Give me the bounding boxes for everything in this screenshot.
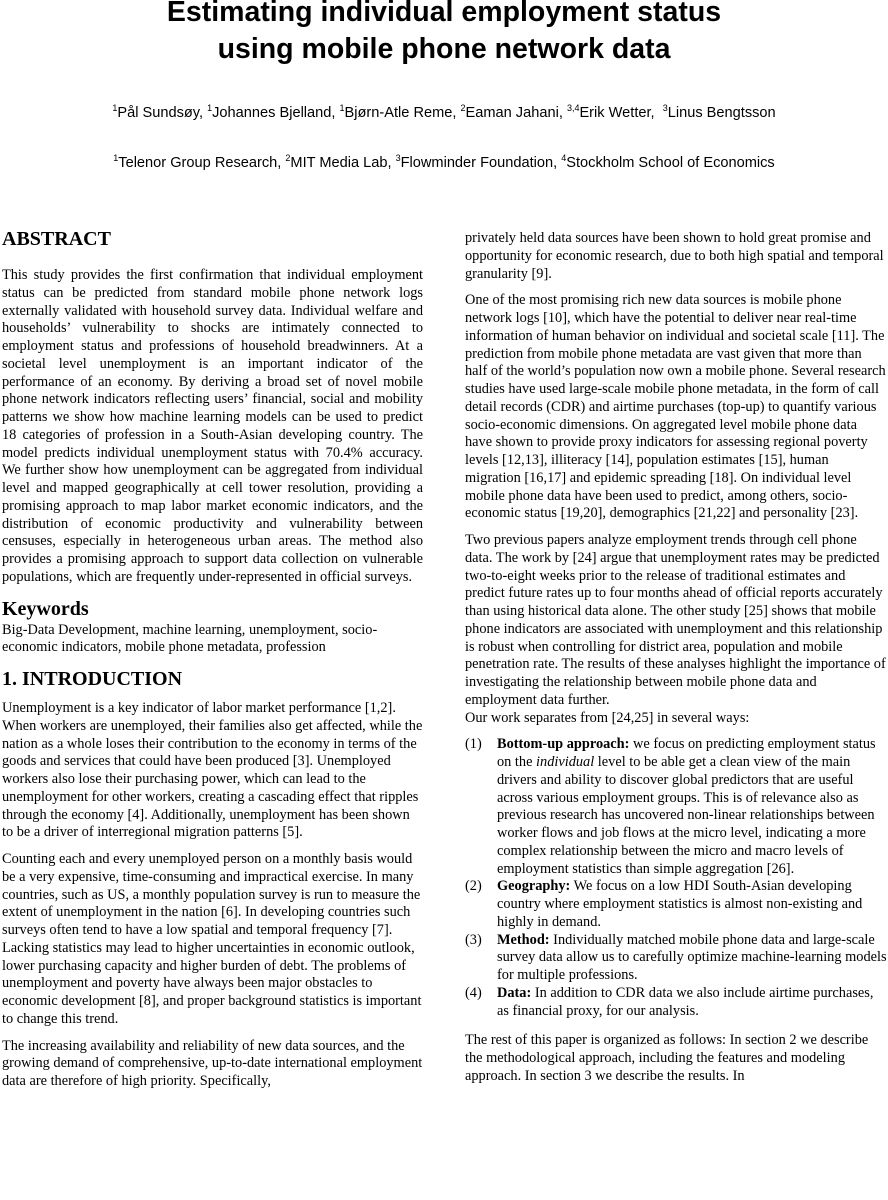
author-list xyxy=(0,103,888,123)
list-item: (4) Data: In addition to CDR data we also include airtime purchases, as financial proxy, for our analysis. xyxy=(465,984,874,1019)
introduction-heading: 1. INTRODUCTION xyxy=(2,668,183,690)
list-item: (3) Method: Individually matched mobile phone data and large-scale survey data allow us to carefully optimize machine-learning models for multiple professions. xyxy=(465,931,887,983)
intro-paragraph: The rest of this paper is organized as follows: In section 2 we describe the methodological approach, including the features and modeling approach. In section 3 we describe the results. In xyxy=(465,1032,869,1084)
list-lead: Geography: xyxy=(497,878,571,895)
list-number: (1) xyxy=(465,736,482,753)
author: $^3$Linus Bengtsson xyxy=(662,103,776,121)
keywords-heading: Keywords xyxy=(2,597,89,620)
intro-paragraph: The increasing availability and reliability of new data sources, and the growing demand of comprehensive, up-to-date international employment data are therefore of high priority. Specifically, xyxy=(2,1037,423,1089)
intro-paragraph: Unemployment is a key indicator of labor market performance [1,2]. When workers are unemployed, their families also get affected, while the nation as a whole loses their contribution to the economy in terms of the goods and services that could have been produced [3]. Unemployed workers also lose their purchasing power, which can lead to the unemployment for other workers, creating a cascading effect that ripples through the economy [4]. Additionally, unemployment has been shown to be a driver of interregional migration patterns [5]. xyxy=(2,700,423,841)
intro-paragraph: Our work separates from [24,25] in several ways: xyxy=(465,709,750,726)
author: $^1$Johannes Bjelland, xyxy=(207,103,340,121)
author: $^{3,4}$Erik Wetter, xyxy=(566,103,663,121)
intro-paragraph: One of the most promising rich new data sources is mobile phone network logs [10], which have the potential to deliver near real-time information of human behavior on individual and societal scale [11]. The prediction from mobile phone metadata are vast given that more than half of the world’s population now own a mobile phone. Several research studies have used large-scale mobile phone metadata, in the form of call detail records (CDR) and airtime purchases (top-up) to quantify various socio-economic dimensions. On aggregated level mobile phone data have shown to provide proxy indicators for assessing regional poverty levels [12,13], illiteracy [14], population estimates [15], human migration [16,17] and epidemic spreading [18]. On individual level mobile phone data have been used to predict, among others, socio-economic status [19,20], demographics [21,22] and personality [23]. xyxy=(465,292,886,522)
title-line-1: Estimating individual employment status xyxy=(166,0,722,28)
intro-paragraph-continued: privately held data sources have been shown to hold great promise and opportunity for economic research, due to both high spatial and temporal granularity [9]. xyxy=(465,230,884,282)
affiliation: $^4$Stockholm School of Economics xyxy=(561,153,775,171)
abstract-text: This study provides the first confirmation that individual employment status can be predicted from standard mobile phone network logs externally validated with household survey data. Individual welfare and households’ vulnerability to shocks are intimately connected to employment status and professions of household breadwinners. At a societal level unemployment is an important indicator of the performance of an economy. By deriving a broad set of novel mobile phone network indicators reflecting users’ financial, social and mobility patterns we show how machine learning models can be used to predict 18 categories of profession in a South-Asian developing country. The model predicts individual unemployment status with 70.4% accuracy. We further show how unemployment can be aggregated from individual level and mapped geographically at cell tower resolution, providing a promising approach to map labor market economic indicators, and the distribution of economic productivity and vulnerability between censuses, especially in heterogeneous urban areas. The method also provides a promising approach to support data collection on vulnerable populations, which are frequently under-represented in official surveys. xyxy=(2,267,423,585)
list-item: (1) Bottom-up approach: we focus on predicting employment status on the individual level to be able get a clean view of the main drivers and ability to discover global predictors that are useful across various employment groups. This is of relevance also as previous research has uncovered non-linear relationships between worker flows and job flows at the micro level, indicating a more complex relationship between the micro and macro levels of employment statistics than simple aggregation [26]. xyxy=(465,736,876,877)
list-lead: Method: xyxy=(497,931,550,948)
approach-list xyxy=(465,736,887,1020)
affiliation: $^3$Flowminder Foundation, xyxy=(395,153,562,171)
author: $^1$Bjørn-Atle Reme, xyxy=(339,103,461,121)
abstract-heading: ABSTRACT xyxy=(2,228,111,250)
affiliation: $^1$Telenor Group Research, xyxy=(113,153,286,171)
title-line-2: using mobile phone network data xyxy=(217,33,671,65)
list-lead: Data: xyxy=(497,984,532,1001)
intro-paragraph: Counting each and every unemployed person on a monthly basis would be a very expensive, time-consuming and impractical exercise. In many countries, such as US, a monthly population survey is run to measure the extent of unemployment in the nation [6]. In developing countries such surveys often tend to have a low spatial and temporal frequency [7]. Lacking statistics may lead to higher uncertainties in economic outlook, lower purchasing capacity and higher burden of debt. The problems of unemployment and poverty have always been major obstacles to economic development [8], and proper background statistics is important to change this trend. xyxy=(2,851,422,1027)
left-column xyxy=(2,226,423,1100)
list-number: (2) xyxy=(465,878,482,895)
keywords-text: Big-Data Development, machine learning, unemployment, socio-economic indicators, mobile phone metadata, profession xyxy=(2,621,378,656)
list-number: (4) xyxy=(465,984,482,1001)
list-lead: Bottom-up approach: xyxy=(497,736,630,753)
paper-title xyxy=(0,0,888,68)
right-column xyxy=(465,230,887,1095)
list-number: (3) xyxy=(465,931,482,948)
list-item: (2) Geography: We focus on a low HDI South-Asian developing country where employment statistics is almost non-existing and highly in demand. xyxy=(465,878,863,930)
affiliation: $^2$MIT Media Lab, xyxy=(285,153,396,171)
author: $^2$Eaman Jahani, xyxy=(460,103,567,121)
affiliation-list xyxy=(0,153,888,173)
intro-paragraph: Two previous papers analyze employment trends through cell phone data. The work by [24] argue that unemployment rates may be predicted two-to-eight weeks prior to the release of traditional estimates and predict future rates up to four months ahead of official reports accurately than using historical data alone. The other study [25] shows that mobile phone indicators are associated with unemployment and this relationship is robust when controlling for district area, population and mobile penetration rate. The results of these analyses highlight the importance of investigating the relationship between mobile phone data and employment data further. xyxy=(465,532,886,708)
author: $^1$Pål Sundsøy, xyxy=(112,103,208,121)
